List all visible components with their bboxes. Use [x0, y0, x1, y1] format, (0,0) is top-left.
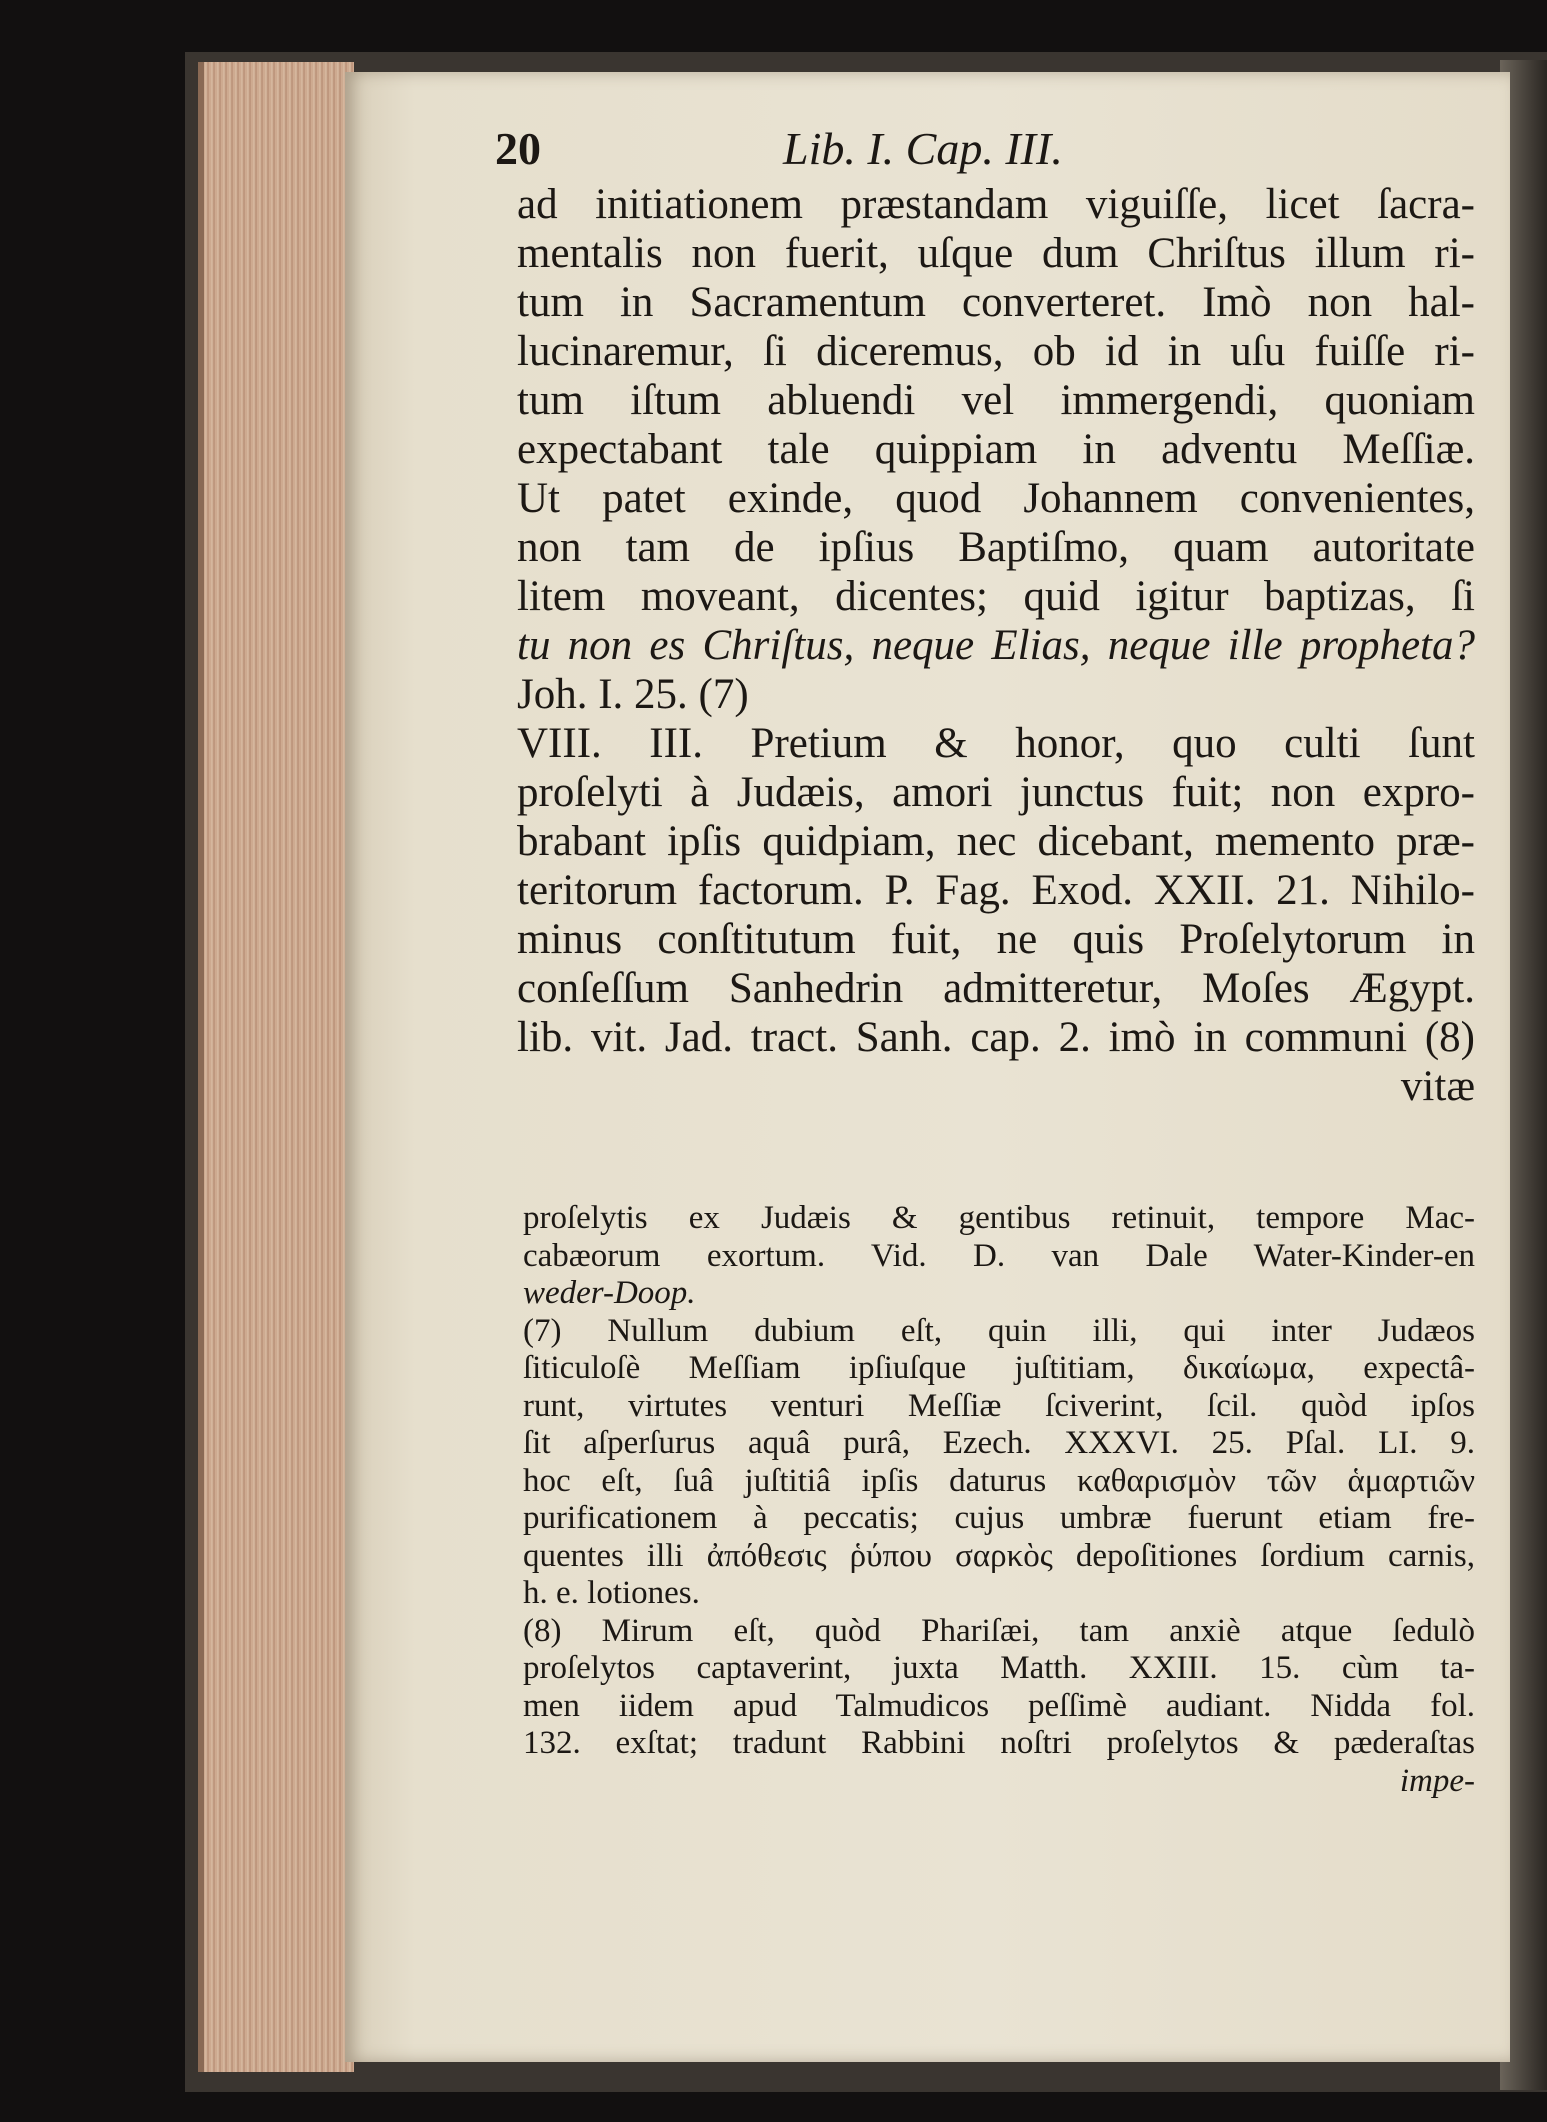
footnote-line: weder-Doop.: [523, 1275, 696, 1311]
text-line: proſelyti à Judæis, amori junctus fuit; non expro-: [517, 769, 1475, 816]
text-line: minus conſtitutum fuit, ne quis Proſelytorum in: [517, 916, 1475, 963]
footnote-line: proſelytis ex Judæis & gentibus retinuit, tempore Mac-: [523, 1200, 1475, 1236]
footnotes: [523, 1200, 1475, 1800]
running-head: Lib. I. Cap. III.: [783, 123, 1063, 174]
footnote-line: ſiticuloſè Meſſiam ipſiuſque juſtitiam, δικαίωμα, expectâ-: [523, 1350, 1475, 1386]
book-page: [345, 72, 1510, 2062]
footnote-line: h. e. lotiones.: [523, 1575, 700, 1611]
main-text: [517, 180, 1475, 1111]
catchword: vitæ: [1400, 1063, 1475, 1110]
footnote-line: 132. exſtat; tradunt Rabbini noſtri proſelytos & pæderaſtas: [523, 1725, 1475, 1761]
text-line: Joh. I. 25. (7): [517, 671, 749, 718]
text-line: tu non es Chriſtus, neque Elias, neque ille propheta?: [517, 622, 1475, 669]
footnote-line: (8) Mirum eſt, quòd Phariſæi, tam anxiè atque ſedulò: [523, 1612, 1475, 1649]
footnote-line: cabæorum exortum. Vid. D. van Dale Water-Kinder-en: [523, 1237, 1475, 1274]
text-line: tum in Sacramentum converteret. Imò non hal-: [517, 279, 1475, 326]
text-line: teritorum factorum. P. Fag. Exod. XXII. 21. Nihilo-: [517, 867, 1475, 914]
text-line: lucinaremur, ſi diceremus, ob id in uſu fuiſſe ri-: [517, 328, 1475, 375]
text-line: ad initiationem præstandam viguiſſe, licet ſacra-: [517, 181, 1475, 228]
page-number: 20: [495, 123, 541, 174]
footnote-line: men iidem apud Talmudicos peſſimè audiant. Nidda fol.: [523, 1687, 1475, 1724]
footnote-line: ſit aſperſurus aquâ purâ, Ezech. XXXVI. 25. Pſal. LI. 9.: [523, 1425, 1475, 1461]
page-header: [495, 122, 1395, 182]
text-line: VIII. III. Pretium & honor, quo culti ſunt: [517, 720, 1475, 767]
text-line: tum iſtum abluendi vel immergendi, quoniam: [517, 377, 1475, 424]
footnote-line: purificationem à peccatis; cujus umbræ fuerunt etiam fre-: [523, 1500, 1475, 1536]
page-edges: [198, 62, 354, 2072]
text-line: expectabant tale quippiam in adventu Meſſiæ.: [517, 426, 1475, 473]
text-line: litem moveant, dicentes; quid igitur baptizas, ſi: [517, 573, 1475, 620]
footnote-line: quentes illi ἀπόθεσις ῥύπου σαρκὸς depoſitiones ſordium carnis,: [523, 1537, 1475, 1574]
text-line: lib. vit. Jad. tract. Sanh. cap. 2. imò in communi (8): [517, 1014, 1475, 1061]
text-line: brabant ipſis quidpiam, nec dicebant, memento præ-: [517, 818, 1475, 865]
footnote-line: proſelytos captaverint, juxta Matth. XXIII. 15. cùm ta-: [523, 1650, 1475, 1686]
footnote-line: runt, virtutes venturi Meſſiæ ſciverint, ſcil. quòd ipſos: [523, 1387, 1475, 1424]
text-line: Ut patet exinde, quod Johannem convenientes,: [517, 475, 1475, 522]
text-line: non tam de ipſius Baptiſmo, quam autoritate: [517, 524, 1475, 571]
catchword: impe-: [1399, 1762, 1475, 1799]
text-line: mentalis non fuerit, uſque dum Chriſtus illum ri-: [517, 230, 1475, 277]
footnote-line: (7) Nullum dubium eſt, quin illi, qui inter Judæos: [523, 1312, 1475, 1349]
footnote-line: hoc eſt, ſuâ juſtitiâ ipſis daturus καθαρισμὸν τῶν ἁμαρτιῶν: [523, 1462, 1475, 1499]
text-line: conſeſſum Sanhedrin admitteretur, Moſes Ægypt.: [517, 965, 1475, 1012]
